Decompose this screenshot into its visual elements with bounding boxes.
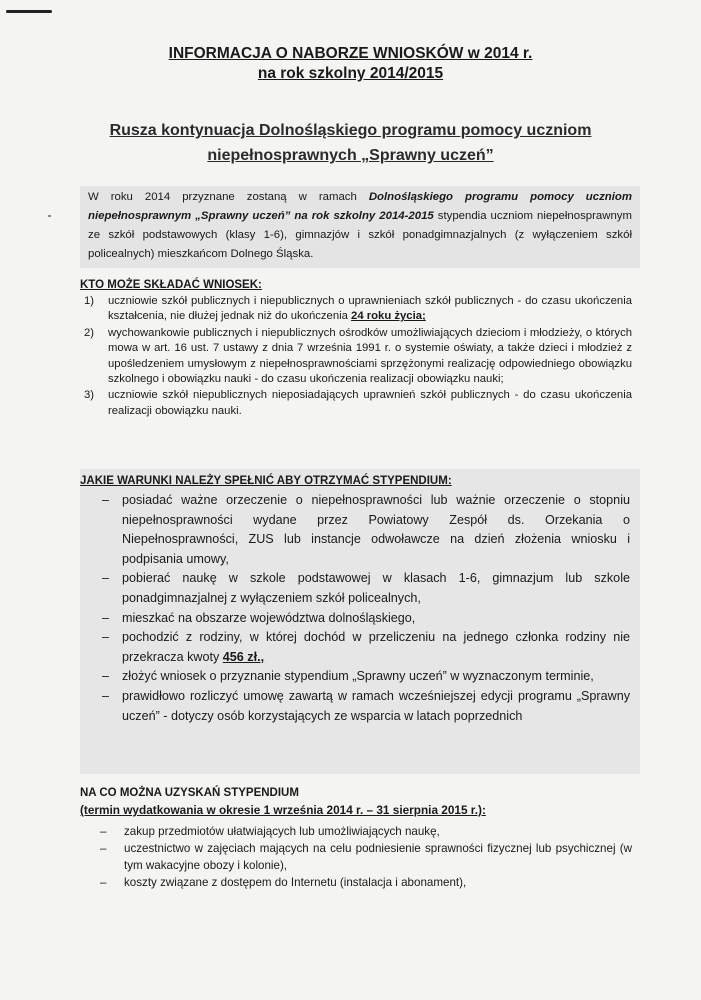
dash-bullet: – — [102, 630, 110, 645]
intro-program-name: Dolnośląskiego programu pomocy uczniom niepełnosprawnym „Sprawny uczeń” na rok szkolny 2014-2015 — [88, 191, 632, 222]
dash-bullet: – — [102, 669, 110, 684]
scan-mark — [6, 10, 52, 13]
scan-speck — [48, 215, 51, 217]
who-item-number: 1) — [84, 295, 95, 307]
dash-bullet: – — [102, 610, 110, 625]
funds-item — [100, 874, 632, 891]
funds-item-text: uczestnictwo w zajęciach mających na celu podniesienie sprawności fizycznej lub psychicznej (w tym wakacyjne obozy i kolonie), — [124, 842, 632, 872]
intro-text-1: W roku 2014 przyznane zostaną w ramach — [88, 191, 369, 203]
condition-text: mieszkać na obszarze województwa dolnośląskiego, — [122, 610, 416, 625]
subtitle-line-2: niepełnosprawnych „Sprawny uczeń” — [207, 147, 494, 164]
condition-item — [102, 491, 630, 569]
dash-bullet: – — [100, 876, 107, 889]
who-list — [84, 294, 632, 420]
conditions-list — [102, 491, 630, 726]
title-line-2: na rok szkolny 2014/2015 — [257, 65, 444, 82]
intro-text-2: stypendia uczniom niepełnosprawnym ze szkół podstawowych (klasy 1-6), gimnazjów i szkół ponadgimnazjalnych (z wyłączeniem szkół policealnych) mieszkańcom Dolnego Śląska. — [88, 210, 632, 260]
who-item-text: wychowankowie publicznych i niepublicznych ośrodków umożliwiających dzieciom i młodzieży, o których mowa w art. 16 ust. 7 ustawy z dnia 7 września 1991 r. o systemie oświaty, a także dzieci i młodzież z upośledzeniem umysłowym z niepełnosprawnościami sprzężonymi realizację odpowiedniego obowiązku szkolnego i obowiązku nauki - do czasu ukończenia realizacji obowiązku nauki; — [108, 326, 632, 386]
dash-bullet: – — [100, 825, 107, 838]
dash-bullet: – — [100, 842, 107, 855]
income-limit: 456 zł., — [222, 649, 265, 664]
dash-bullet: – — [102, 571, 110, 586]
dash-bullet: – — [102, 688, 110, 703]
condition-text: pobierać naukę w szkole podstawowej w klasach 1-6, gimnazjum lub szkole ponadgimnazjalnej z wyłączeniem szkół policealnych, — [122, 571, 630, 605]
condition-item — [102, 687, 630, 726]
condition-text: prawidłowo rozliczyć umowę zawartą w ramach wcześniejszej edycji programu „Sprawny uczeń” - dotyczy osób korzystających ze wsparcia w latach poprzednich — [122, 688, 630, 723]
condition-item — [102, 628, 630, 667]
who-item-number: 3) — [84, 389, 95, 402]
condition-text: pochodzić z rodziny, w której dochód w przeliczeniu na jednego członka rodziny nie przekracza kwoty — [122, 630, 630, 664]
who-heading: KTO MOŻE SKŁADAĆ WNIOSEK: — [80, 279, 262, 291]
dash-bullet: – — [102, 493, 110, 507]
who-item — [84, 294, 632, 325]
funds-item-text: koszty związane z dostępem do Internetu (instalacja i abonament), — [124, 876, 467, 889]
who-item-emphasis: 24 roku życia; — [351, 310, 426, 323]
funds-item — [100, 840, 632, 874]
funds-period: (termin wydatkowania w okresie 1 września 2014 r. – 31 sierpnia 2015 r.): — [80, 803, 486, 817]
funds-item-text: zakup przedmiotów ułatwiających lub umożliwiających naukę, — [124, 825, 440, 838]
title-line-1: INFORMACJA O NABORZE WNIOSKÓW w 2014 r. — [168, 45, 533, 62]
condition-text: posiadać ważne orzeczenie o niepełnosprawności lub ważnie orzeczenie o stopniu niepełnosprawności wydane przez Powiatowy Zespół ds. Orzekania o Niepełnosprawności, ZUS lub instancje odwoławcze na dzień złożenia wniosku i podpisania umowy, — [122, 493, 630, 566]
condition-item — [102, 667, 630, 687]
funds-list — [100, 823, 632, 891]
who-item — [84, 326, 632, 388]
condition-text: złożyć wniosek o przyznanie stypendium „Sprawny uczeń” w wyznaczonym terminie, — [122, 669, 594, 684]
who-item-text: uczniowie szkół publicznych i niepublicznych o uprawnieniach szkół publicznych - do czasu ukończenia kształcenia, nie dłużej jednak niż do ukończenia — [108, 295, 632, 323]
condition-item — [102, 569, 630, 608]
intro-paragraph — [80, 186, 640, 268]
subtitle-line-1: Rusza kontynuacja Dolnośląskiego programu pomocy uczniom — [109, 122, 592, 139]
who-item — [84, 388, 632, 419]
funds-heading: NA CO MOŻNA UZYSKAŃ STYPENDIUM — [80, 787, 299, 799]
who-item-number: 2) — [84, 326, 95, 339]
condition-item — [102, 609, 630, 629]
funds-item — [100, 823, 632, 840]
who-item-text: uczniowie szkół niepublicznych nieposiadających uprawnień szkół publicznych - do czasu ukończenia realizacji obowiązku nauki. — [108, 389, 632, 417]
conditions-heading: JAKIE WARUNKI NALEŻY SPEŁNIĆ ABY OTRZYMAĆ STYPENDIUM: — [80, 475, 452, 487]
